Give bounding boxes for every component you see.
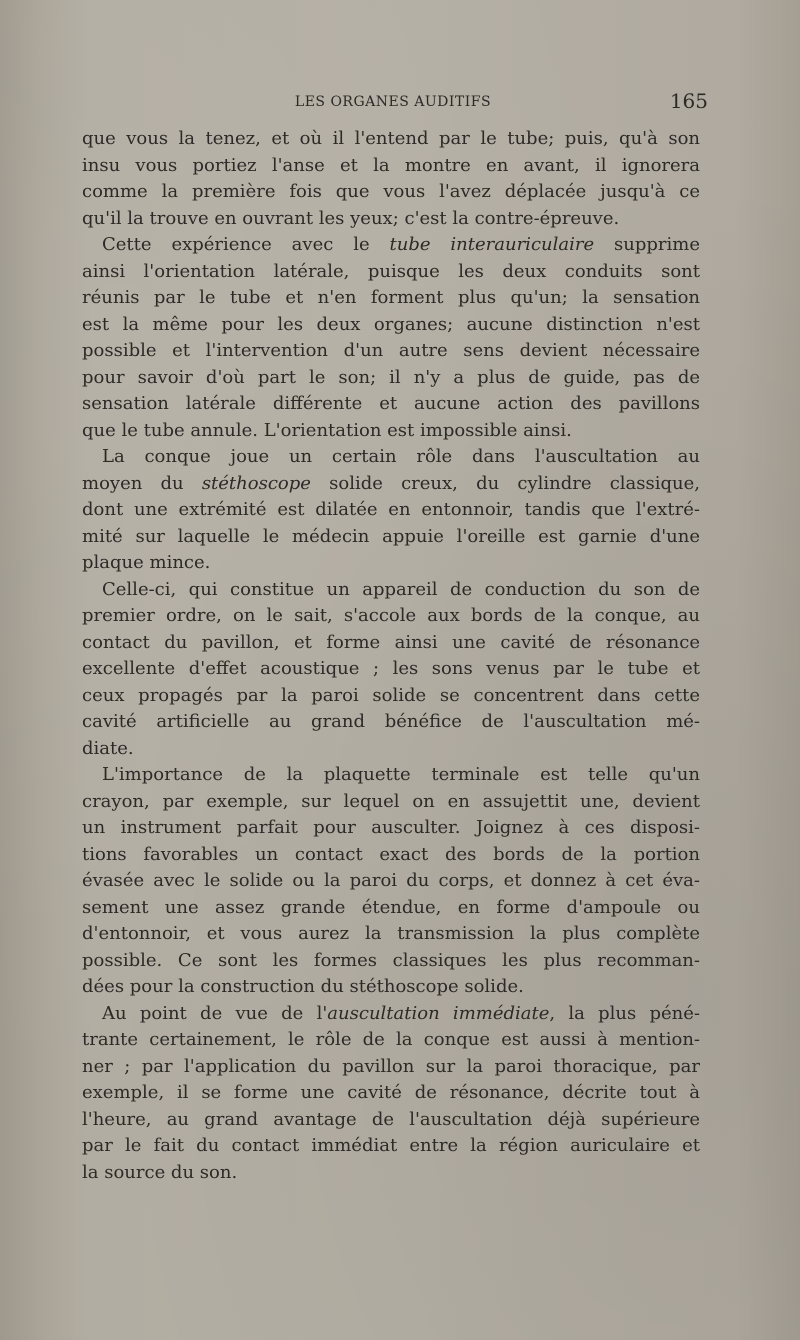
- text-segment: cavité artificielle au grand bénéfice de l'auscultation mé-: [82, 711, 700, 732]
- text-line: [82, 444, 700, 471]
- text-line: [82, 1054, 700, 1081]
- text-segment: plaque mince.: [82, 552, 211, 573]
- text-line: [82, 577, 700, 604]
- text-line: [82, 312, 700, 339]
- text-segment: comme la première fois que vous l'avez déplacée jusqu'à ce: [82, 181, 700, 202]
- text-line: [82, 868, 700, 895]
- text-line: [82, 391, 700, 418]
- text-segment: réunis par le tube et n'en forment plus qu'un; la sensation: [82, 287, 700, 308]
- text-line: [82, 179, 700, 206]
- text-line: [82, 842, 700, 869]
- text-line: [82, 497, 700, 524]
- text-segment: par le fait du contact immédiat entre la région auriculaire et: [82, 1135, 700, 1156]
- text-line: [82, 1133, 700, 1160]
- text-segment: évasée avec le solide ou la paroi du corps, et donnez à cet éva-: [82, 870, 700, 891]
- text-segment: pour savoir d'où part le son; il n'y a plus de guide, pas de: [82, 366, 700, 388]
- text-segment: exemple, il se forme une cavité de résonance, décrite tout à: [82, 1082, 700, 1103]
- text-segment: Cette expérience avec le: [102, 234, 390, 255]
- text-line: [82, 471, 700, 498]
- text-segment: La conque joue un certain rôle dans l'auscultation au: [102, 446, 700, 467]
- text-segment: possible et l'intervention d'un autre sens devient nécessaire: [82, 340, 700, 361]
- text-line: [82, 365, 700, 392]
- text-segment: d'entonnoir, et vous aurez la transmission la plus complète: [82, 923, 700, 944]
- text-line: [82, 656, 700, 683]
- text-line: [82, 1080, 700, 1107]
- text-segment: diate.: [82, 737, 134, 759]
- text-line: [82, 762, 700, 789]
- text-line: [82, 736, 700, 763]
- text-line: [82, 126, 700, 153]
- text-segment: trante certainement, le rôle de la conque est aussi à mention-: [82, 1029, 700, 1050]
- text-line: [82, 153, 700, 180]
- text-segment: insu vous portiez l'anse et la montre en avant, il ignorera: [82, 154, 700, 176]
- text-segment: possible. Ce sont les formes classiques les plus recomman-: [82, 949, 700, 971]
- text-segment: Au point de vue de l': [102, 1002, 328, 1024]
- text-segment: un instrument parfait pour ausculter. Joignez à ces disposi-: [82, 817, 700, 838]
- text-line: [82, 1107, 700, 1134]
- text-segment: excellente d'effet acoustique ; les sons venus par le tube et: [82, 658, 700, 679]
- text-segment: ner ; par l'application du pavillon sur la paroi thoracique, par: [82, 1055, 700, 1077]
- text-segment: tions favorables un contact exact des bords de la portion: [82, 843, 700, 865]
- text-segment: dont une extrémité est dilatée en entonnoir, tandis que l'extré-: [82, 499, 700, 520]
- text-line: [82, 1027, 700, 1054]
- italic-term: stéthoscope: [201, 472, 311, 494]
- text-line: [82, 524, 700, 551]
- text-segment: que vous la tenez, et où il l'entend par le tube; puis, qu'à son: [82, 128, 700, 149]
- text-line: [82, 789, 700, 816]
- text-segment: supprime: [594, 234, 700, 255]
- text-line: [82, 895, 700, 922]
- text-segment: qu'il la trouve en ouvrant les yeux; c'est la contre-épreuve.: [82, 207, 620, 229]
- italic-term: tube interauriculaire: [389, 234, 595, 255]
- text-line: [82, 418, 700, 445]
- text-segment: mité sur laquelle le médecin appuie l'oreille est garnie d'une: [82, 525, 700, 547]
- text-line: [82, 974, 700, 1001]
- running-head: [78, 89, 708, 116]
- text-segment: est la même pour les deux organes; aucune distinction n'est: [82, 313, 700, 335]
- text-segment: L'importance de la plaquette terminale est telle qu'un: [102, 764, 700, 785]
- body-text: [82, 126, 700, 1186]
- running-title: LES ORGANES AUDITIFS: [294, 94, 492, 110]
- page-number: 165: [669, 89, 708, 113]
- text-line: [82, 815, 700, 842]
- italic-term: auscultation immédiate: [327, 1002, 550, 1024]
- text-segment: ainsi l'orientation latérale, puisque les deux conduits sont: [82, 260, 700, 282]
- text-segment: dées pour la construction du stéthoscope solide.: [82, 976, 524, 997]
- text-segment: crayon, par exemple, sur lequel on en assujettit une, devient: [82, 790, 700, 812]
- text-segment: sensation latérale différente et aucune action des pavillons: [82, 393, 700, 414]
- text-line: [82, 285, 700, 312]
- text-segment: la source du son.: [82, 1161, 238, 1183]
- text-line: [82, 683, 700, 710]
- text-segment: sement une assez grande étendue, en forme d'ampoule ou: [82, 896, 700, 918]
- text-line: [82, 232, 700, 259]
- text-line: [82, 550, 700, 577]
- text-line: [82, 206, 700, 233]
- text-segment: ceux propagés par la paroi solide se concentrent dans cette: [82, 684, 700, 706]
- text-segment: moyen du: [82, 472, 202, 494]
- text-segment: que le tube annule. L'orientation est impossible ainsi.: [82, 419, 572, 441]
- text-segment: l'heure, au grand avantage de l'auscultation déjà supérieure: [82, 1108, 700, 1130]
- text-segment: contact du pavillon, et forme ainsi une cavité de résonance: [82, 631, 700, 653]
- text-line: [82, 630, 700, 657]
- text-line: [82, 709, 700, 736]
- text-line: [82, 603, 700, 630]
- text-line: [82, 948, 700, 975]
- text-line: [82, 338, 700, 365]
- text-line: [82, 259, 700, 286]
- text-segment: Celle-ci, qui constitue un appareil de conduction du son de: [102, 578, 700, 600]
- text-segment: premier ordre, on le sait, s'accole aux bords de la conque, au: [82, 605, 700, 626]
- text-line: [82, 1160, 700, 1187]
- text-segment: solide creux, du cylindre classique,: [310, 472, 700, 494]
- text-line: [82, 1001, 700, 1028]
- text-segment: , la plus péné-: [549, 1002, 700, 1024]
- text-line: [82, 921, 700, 948]
